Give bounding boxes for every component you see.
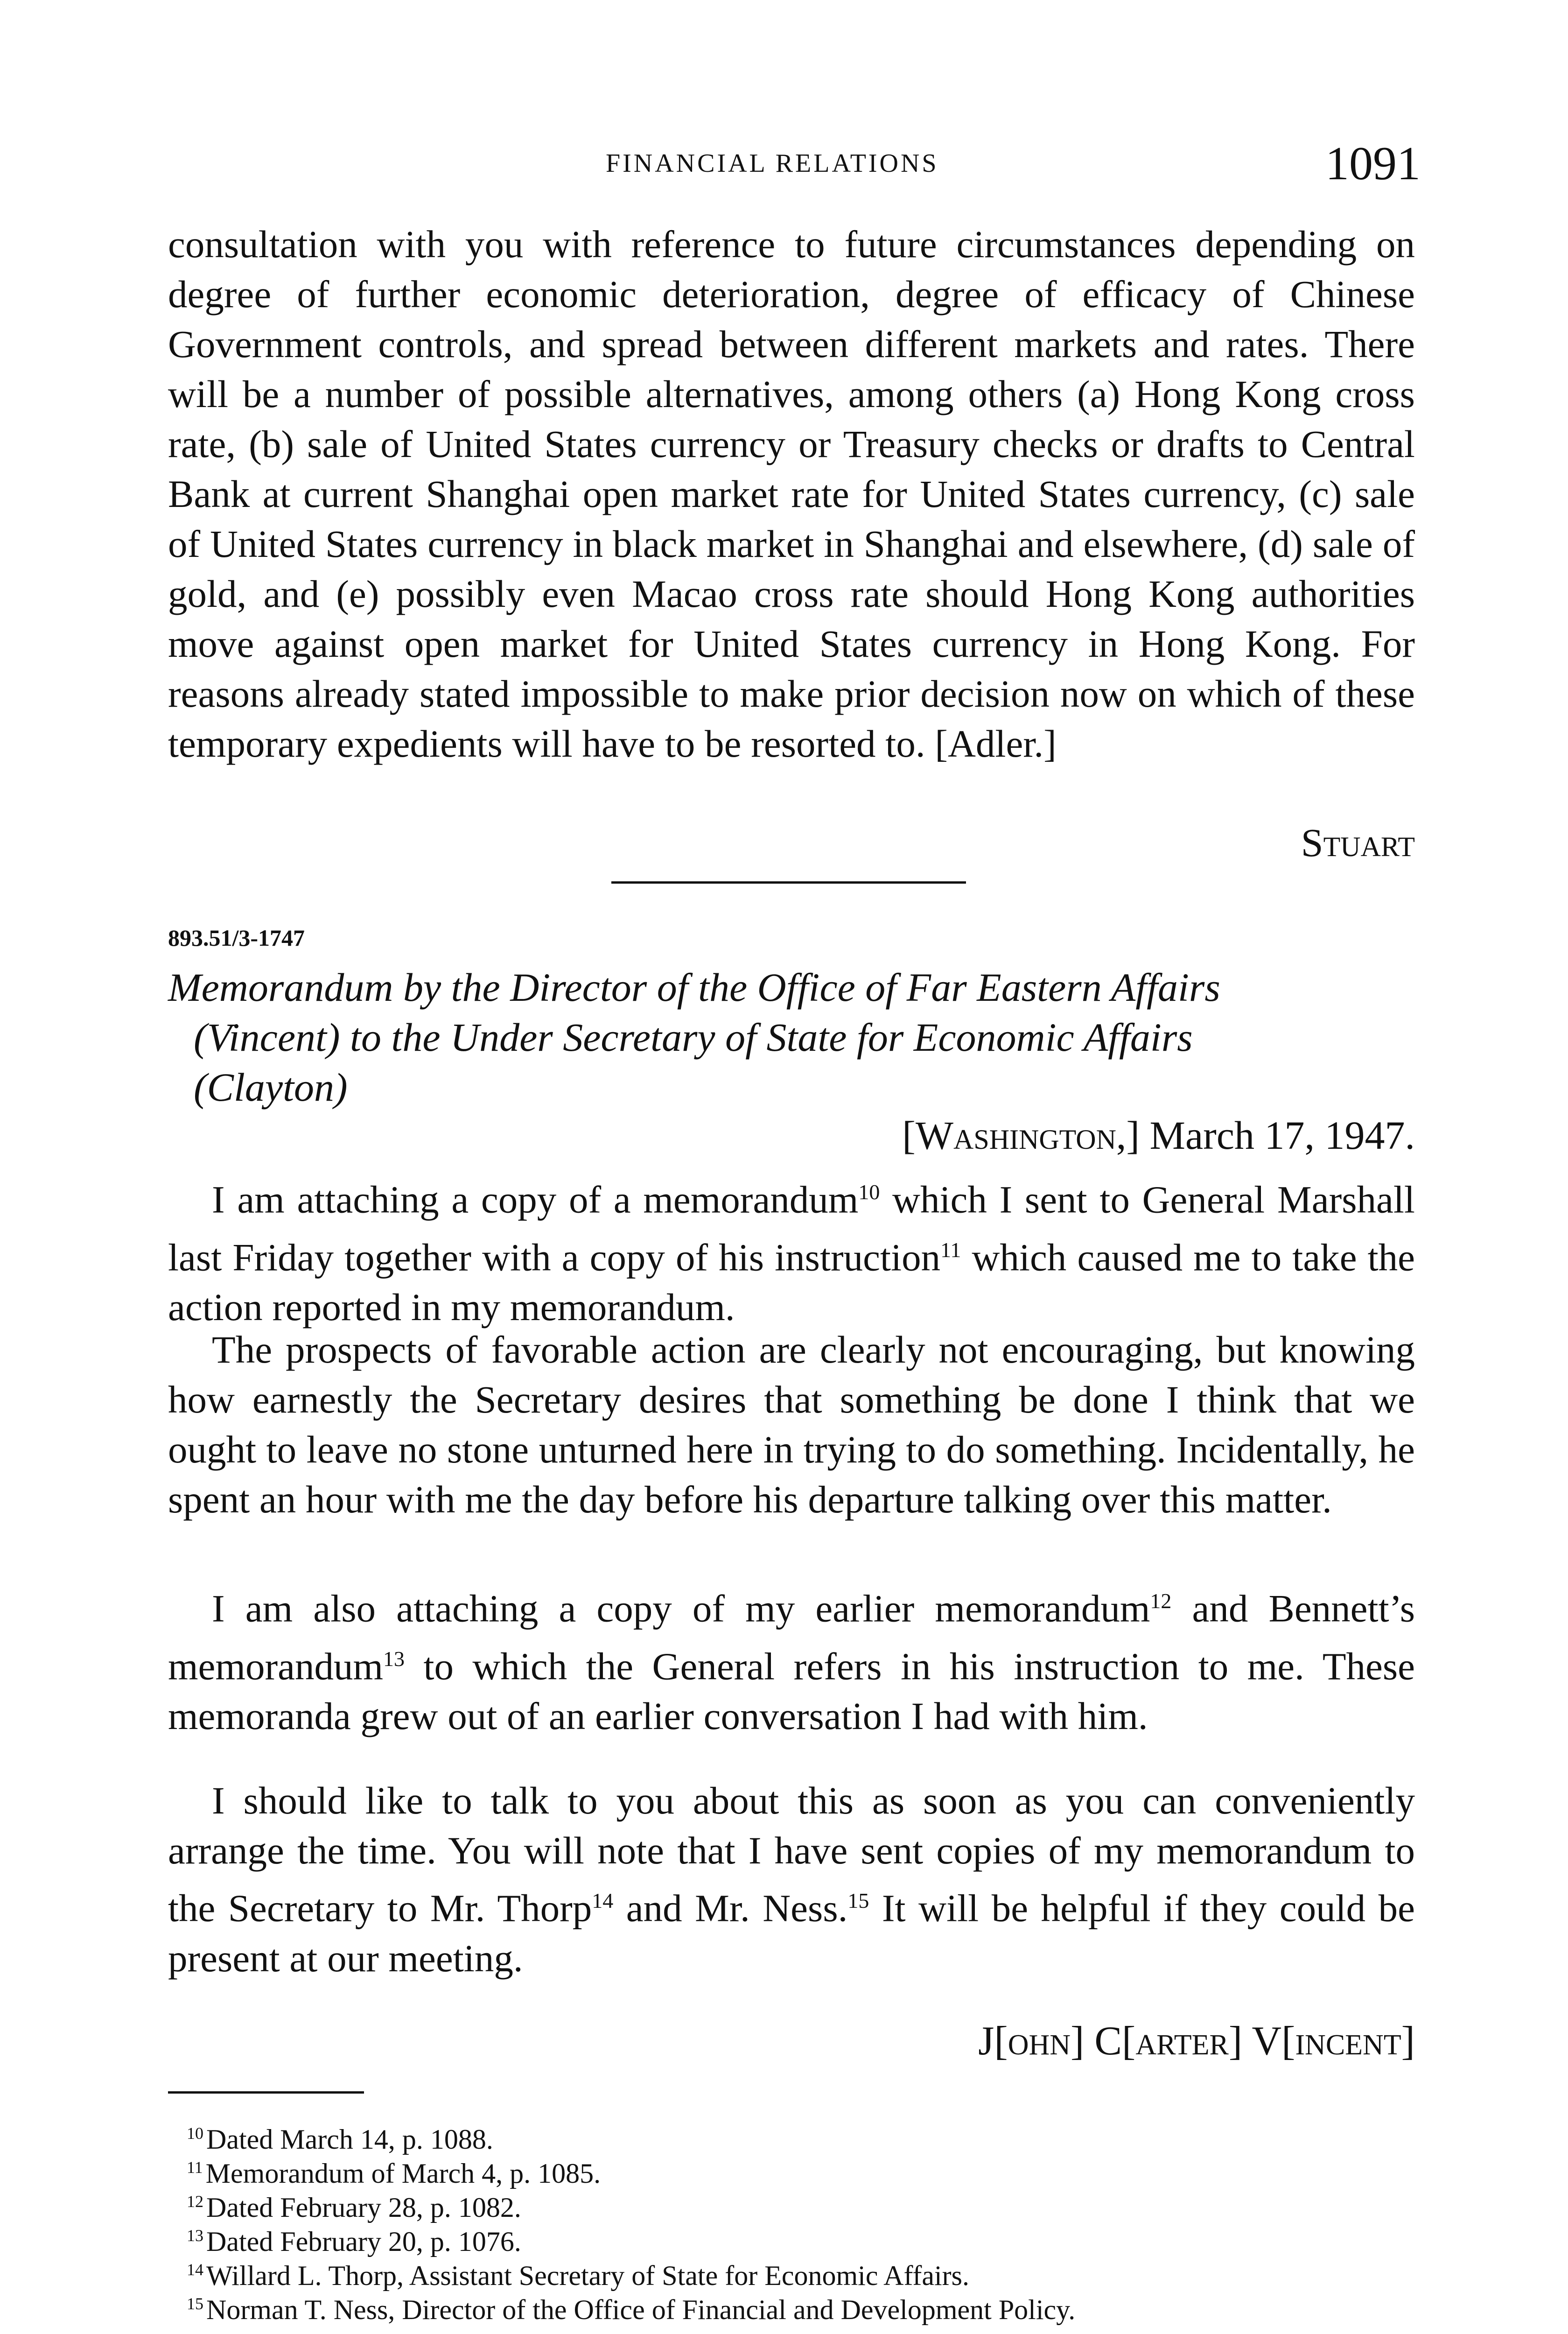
continuation-signature: Stuart — [1301, 820, 1415, 865]
title-line-3: (Clayton) — [194, 1065, 348, 1110]
footnotes — [187, 2119, 1075, 2324]
title-line-1: Memorandum by the Director of the Office of Far Eastern Affairs — [168, 965, 1220, 1010]
section-divider — [611, 881, 966, 884]
body-paragraph-2: The prospects of favorable action are clearly not encouraging, but knowing how earnestly the Secretary desires that something be done I think that we ought to leave no stone unturned here in trying to do something. Incidentally, he spent an hour with me the day before his departure talking over this matter. — [168, 1328, 1415, 1521]
footnote-10: $^{10}$ Dated March 14, p. 1088. — [187, 2124, 493, 2155]
dateline — [902, 1112, 1415, 1159]
memo-signature: J[ohn] C[arter] V[incent] — [978, 2018, 1415, 2064]
page-number: 1091 — [1325, 137, 1421, 190]
footnote-ref: 15 — [847, 1889, 869, 1912]
body-paragraph-4: I should like to talk to you about this as soon as you can conveniently arrange the time. You will note that I have sent copies of my memorandum to the Secretary to Mr. Thorp$^{14}$ and Mr. Ness.$^{15}$ It will be helpful if they could be present at our meeting. — [168, 1779, 1415, 1980]
footnote-ref: 14 — [592, 1889, 614, 1912]
footnote-13: $^{13}$ Dated February 20, p. 1076. — [187, 2226, 521, 2257]
footnote-divider — [168, 2091, 364, 2094]
footnote-12: $^{12}$ Dated February 28, p. 1082. — [187, 2192, 521, 2223]
footnote-15: $^{15}$ Norman T. Ness, Director of the Office of Financial and Development Policy. — [187, 2294, 1076, 2325]
document-title — [168, 963, 1415, 1112]
footnote-11: $^{11}$ Memorandum of March 4, p. 1085. — [187, 2158, 601, 2189]
dateline-date: March 17, 1947. — [1149, 1113, 1415, 1158]
file-number: 893.51/3-1747 — [168, 925, 305, 951]
dateline-place: [Washington,] — [902, 1113, 1140, 1158]
footnote-ref: 10 — [858, 1180, 880, 1204]
body-paragraph-3: I am also attaching a copy of my earlier memorandum$^{12}$ and Bennett’s memorandum$^{13}$ to which the General refers in his instruction to me. These memoranda grew out of an earlier conversation I had with him. — [168, 1587, 1415, 1738]
running-header-title: FINANCIAL RELATIONS — [606, 149, 939, 178]
footnote-ref: 12 — [1150, 1589, 1172, 1613]
body-paragraph-1: I am attaching a copy of a memorandum$^{10}$ which I sent to General Marshall last Friday together with a copy of his instruction$^{11}$ which caused me to take the action reported in my memorandum. — [168, 1178, 1415, 1329]
continued-paragraph: consultation with you with reference to future circumstances depending on degree of further economic deterioration, degree of efficacy of Chinese Government controls, and spread between different markets and rates. There will be a number of possible alternatives, among others (a) Hong Kong cross rate, (b) sale of United States currency or Treasury checks or drafts to Central Bank at current Shanghai open market rate for United States currency, (c) sale of United States currency in black market in Shanghai and elsewhere, (d) sale of gold, and (e) possibly even Macao cross rate should Hong Kong authorities move against open market for United States currency in Hong Kong. For reasons already stated impossible to make prior decision now on which of these temporary expedients will have to be resorted to. [Adler.] — [168, 223, 1415, 765]
title-line-2: (Vincent) to the Under Secretary of State for Economic Affairs — [194, 1015, 1193, 1060]
footnote-14: $^{14}$ Willard L. Thorp, Assistant Secretary of State for Economic Affairs. — [187, 2260, 969, 2291]
footnote-ref: 11 — [940, 1237, 961, 1262]
footnote-ref: 13 — [383, 1646, 405, 1671]
